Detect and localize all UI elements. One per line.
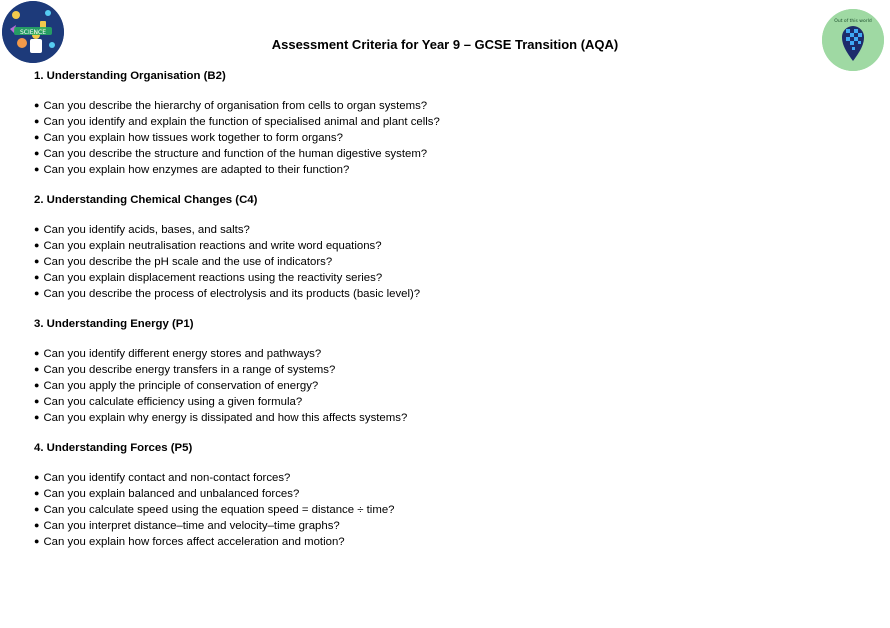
section-forces: [34, 440, 854, 550]
criteria-item: ● Can you calculate efficiency using a given formula?: [34, 394, 854, 410]
criteria-content: [34, 68, 854, 564]
map-pin-logo-text: Out of this world: [834, 19, 872, 24]
criteria-list: [34, 222, 854, 302]
criteria-item: ● Can you explain neutralisation reactions and write word equations?: [34, 238, 854, 254]
criteria-item: ● Can you explain why energy is dissipated and how this affects systems?: [34, 410, 854, 426]
science-logo-text: SCIENCE: [19, 29, 47, 36]
criteria-item: ● Can you calculate speed using the equation speed = distance ÷ time?: [34, 502, 854, 518]
criteria-item: ● Can you explain how enzymes are adapted to their function?: [34, 162, 854, 178]
criteria-item: ● Can you describe energy transfers in a range of systems?: [34, 362, 854, 378]
science-logo-graphic: [2, 1, 64, 63]
criteria-item: ● Can you explain displacement reactions using the reactivity series?: [34, 270, 854, 286]
criteria-item: ● Can you explain how forces affect acceleration and motion?: [34, 534, 854, 550]
document-title: Assessment Criteria for Year 9 – GCSE Transition (AQA): [271, 37, 619, 52]
criteria-item: ● Can you explain balanced and unbalanced forces?: [34, 486, 854, 502]
criteria-item: ● Can you identify different energy stores and pathways?: [34, 346, 854, 362]
section-heading: 1. Understanding Organisation (B2): [34, 70, 226, 82]
section-organisation: [34, 68, 854, 178]
criteria-item: ● Can you identify contact and non-contact forces?: [34, 470, 854, 486]
criteria-item: ● Can you interpret distance–time and velocity–time graphs?: [34, 518, 854, 534]
criteria-item: ● Can you explain how tissues work together to form organs?: [34, 130, 854, 146]
criteria-item: ● Can you describe the process of electrolysis and its products (basic level)?: [34, 286, 854, 302]
criteria-item: ● Can you describe the pH scale and the use of indicators?: [34, 254, 854, 270]
section-heading: 4. Understanding Forces (P5): [34, 442, 193, 454]
criteria-list: [34, 98, 854, 178]
criteria-list: [34, 470, 854, 550]
criteria-item: ● Can you apply the principle of conservation of energy?: [34, 378, 854, 394]
criteria-item: ● Can you identify and explain the function of specialised animal and plant cells?: [34, 114, 854, 130]
section-heading: 3. Understanding Energy (P1): [34, 318, 194, 330]
science-logo: [2, 1, 64, 63]
criteria-item: ● Can you describe the structure and function of the human digestive system?: [34, 146, 854, 162]
section-chemical-changes: [34, 192, 854, 302]
section-energy: [34, 316, 854, 426]
criteria-item: ● Can you describe the hierarchy of organisation from cells to organ systems?: [34, 98, 854, 114]
section-heading: 2. Understanding Chemical Changes (C4): [34, 194, 258, 206]
criteria-item: ● Can you identify acids, bases, and salts?: [34, 222, 854, 238]
criteria-list: [34, 346, 854, 426]
